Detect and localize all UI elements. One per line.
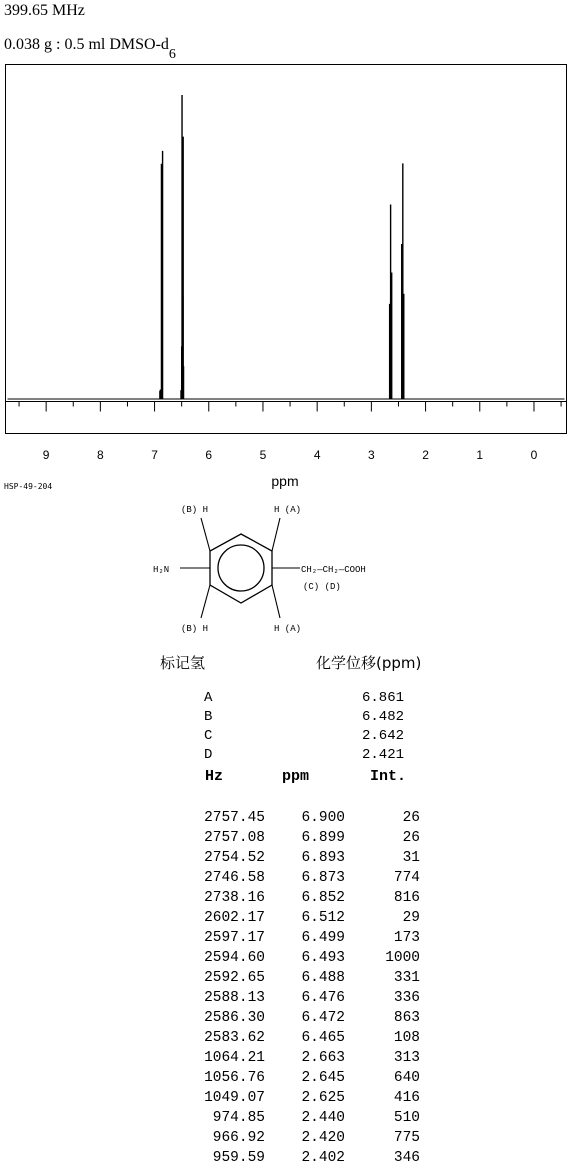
peak-hz: 974.85 [212, 1110, 265, 1126]
assignment-header-label: 标记氢 [160, 654, 206, 672]
label-chain: CH₂—CH₂—COOH [301, 565, 366, 575]
x-tick-label: 6 [205, 448, 213, 462]
peak-ppm: 6.900 [301, 810, 345, 826]
label-bh-top: (B) H [181, 505, 209, 515]
peak-intensity: 346 [393, 1150, 420, 1166]
peak-intensity: 26 [402, 830, 420, 846]
peak-ppm: 2.645 [301, 1070, 345, 1086]
peak-table-row [170, 930, 425, 950]
peak-table-row [170, 810, 425, 830]
peak-hz: 966.92 [212, 1130, 265, 1146]
peak-intensity: 863 [393, 1010, 420, 1026]
spectrum-code: HSP-49-204 [4, 482, 53, 491]
peak-intensity: 510 [393, 1110, 420, 1126]
assignment-row [204, 747, 404, 765]
peak-hz: 1049.07 [204, 1090, 265, 1106]
peak-intensity: 173 [393, 930, 420, 946]
peak-ppm: 6.488 [301, 970, 345, 986]
assignment-label: C [204, 728, 213, 744]
peak-intensity: 640 [393, 1070, 420, 1086]
x-tick-label: 0 [530, 448, 538, 462]
assignment-shift: 6.861 [361, 690, 404, 706]
peak-hz: 2594.60 [204, 950, 265, 966]
x-tick-label: 8 [97, 448, 104, 462]
peak-hz: 2746.58 [204, 870, 265, 886]
peak-table-row [170, 1050, 425, 1070]
peak-hz: 2602.17 [204, 910, 265, 926]
peak-intensity: 816 [393, 890, 420, 906]
x-tick-label: 1 [476, 448, 484, 462]
label-bh-bottom: (B) H [181, 624, 209, 634]
peak-table-header-ppm: ppm [282, 768, 310, 785]
peak-intensity: 108 [393, 1030, 420, 1046]
peak-hz: 959.59 [212, 1150, 265, 1166]
x-tick-label: 5 [259, 448, 267, 462]
peak-table-row [170, 850, 425, 870]
assignment-row [204, 709, 404, 727]
peak-ppm: 6.499 [301, 930, 345, 946]
peak-hz: 2583.62 [204, 1030, 265, 1046]
assignment-shift: 6.482 [361, 709, 404, 725]
peak-ppm: 6.472 [301, 1010, 345, 1026]
peak-ppm: 2.420 [301, 1130, 345, 1146]
peak-intensity: 29 [402, 910, 420, 926]
peak-table-header-hz: Hz [205, 768, 224, 785]
peak-intensity: 1000 [385, 950, 420, 966]
assignment-label: A [204, 690, 213, 706]
peak-hz: 2757.45 [204, 810, 265, 826]
assignment-row [204, 728, 404, 746]
peak-intensity: 31 [402, 850, 420, 866]
peak-table-header-int: Int. [370, 768, 407, 785]
peak-ppm: 6.465 [301, 1030, 345, 1046]
label-ha-top: H (A) [274, 505, 302, 515]
label-ha-bottom: H (A) [274, 624, 302, 634]
peak-table-row [170, 890, 425, 910]
peak-ppm: 2.440 [301, 1110, 345, 1126]
peak-table-row [170, 1090, 425, 1110]
peak-ppm: 2.625 [301, 1090, 345, 1106]
label-h2n: H₂N [153, 565, 170, 575]
peak-ppm: 2.663 [301, 1050, 345, 1066]
label-cd: (C) (D) [303, 582, 341, 592]
assignment-shift: 2.642 [361, 728, 404, 744]
peak-table-row [170, 1010, 425, 1030]
peak-hz: 2754.52 [204, 850, 265, 866]
peak-hz: 2588.13 [204, 990, 265, 1006]
peak-table-row [170, 1130, 425, 1150]
sample-subscript: 6 [168, 47, 176, 62]
x-tick-label: 3 [368, 448, 375, 462]
peak-hz: 1056.76 [204, 1070, 265, 1086]
peak-table-row [170, 1150, 425, 1170]
peak-intensity: 26 [402, 810, 420, 826]
x-tick-label: 4 [313, 448, 321, 462]
x-tick-label: 2 [422, 448, 429, 462]
sample-text: 0.038 g : 0.5 ml DMSO-d [4, 36, 169, 53]
assignment-label: D [204, 747, 213, 763]
assignment-shift: 2.421 [361, 747, 404, 763]
peak-table-row [170, 990, 425, 1010]
peak-table-row [170, 950, 425, 970]
x-axis-label: ppm [271, 473, 299, 489]
peak-intensity: 336 [393, 990, 420, 1006]
peak-ppm: 6.852 [301, 890, 345, 906]
peak-ppm: 6.899 [301, 830, 345, 846]
peak-hz: 2597.17 [204, 930, 265, 946]
peak-ppm: 6.893 [301, 850, 345, 866]
assignment-header-shift: 化学位移(ppm) [316, 654, 422, 672]
peak-table-row [170, 910, 425, 930]
peak-ppm: 6.493 [301, 950, 345, 966]
assignment-row [204, 690, 404, 708]
peak-intensity: 331 [393, 970, 420, 986]
peak-intensity: 416 [393, 1090, 420, 1106]
peak-table-row [170, 870, 425, 890]
peak-ppm: 6.512 [301, 910, 345, 926]
peak-hz: 2592.65 [204, 970, 265, 986]
peak-ppm: 2.402 [301, 1150, 345, 1166]
peak-hz: 1064.21 [204, 1050, 265, 1066]
spectrometer-frequency: 399.65 MHz [4, 2, 85, 19]
peak-hz: 2757.08 [204, 830, 265, 846]
benzene-ring [210, 534, 272, 603]
assignment-label: B [204, 709, 213, 725]
x-tick-label: 7 [151, 448, 158, 462]
x-tick-label: 9 [42, 448, 50, 462]
peak-intensity: 775 [393, 1130, 420, 1146]
peak-ppm: 6.476 [301, 990, 345, 1006]
peak-table-row [170, 970, 425, 990]
peak-table-row [170, 1030, 425, 1050]
peak-intensity: 313 [393, 1050, 420, 1066]
peak-ppm: 6.873 [301, 870, 345, 886]
peak-table-row [170, 830, 425, 850]
peak-hz: 2586.30 [204, 1010, 265, 1026]
peak-table-row [170, 1070, 425, 1090]
peak-intensity: 774 [393, 870, 420, 886]
peak-hz: 2738.16 [204, 890, 265, 906]
peak-table-row [170, 1110, 425, 1130]
